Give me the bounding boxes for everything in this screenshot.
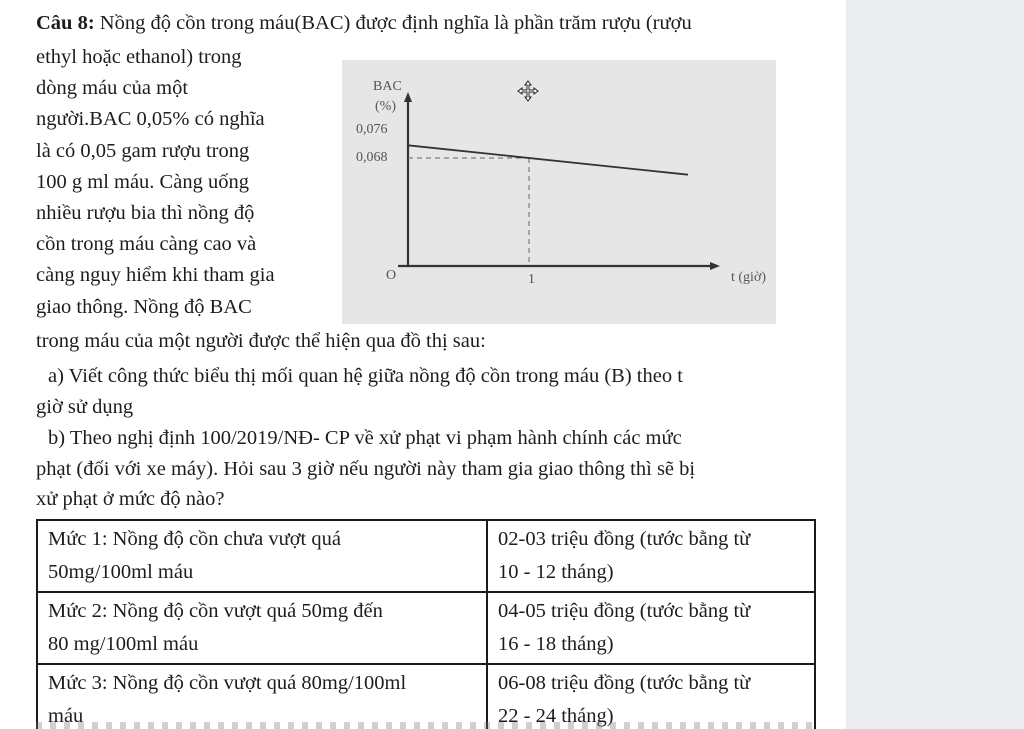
text-line: dòng máu của một: [36, 77, 189, 100]
cell-text: máu: [48, 705, 84, 727]
part-b-line-3: xử phạt ở mức độ nào?: [36, 488, 225, 510]
cut-off-text-strip: [36, 722, 816, 729]
cell-text: 80 mg/100ml máu: [48, 633, 199, 655]
x-axis-label: t (giờ): [731, 270, 767, 285]
question-wrapped-text: [36, 42, 275, 323]
penalty-cell: [487, 664, 815, 729]
bac-line: [408, 145, 688, 174]
x-axis-arrow: [710, 262, 720, 270]
bac-graph-svg: [342, 60, 776, 324]
part-b-line-1: b) Theo nghị định 100/2019/NĐ- CP về xử phạt vi phạm hành chính các mức: [48, 427, 682, 449]
level-cell: [37, 520, 487, 592]
part-a-line-1: a) Viết công thức biểu thị mối quan hệ giữa nồng độ cồn trong máu (B) theo t: [48, 365, 683, 387]
tick-0076: 0,076: [356, 122, 388, 137]
cell-text: Mức 2: Nồng độ cồn vượt quá 50mg đến: [48, 600, 383, 622]
text-line: cồn trong máu càng cao và: [36, 233, 257, 256]
y-axis-label: BAC: [373, 79, 402, 94]
text-line: 100 g ml máu. Càng uống: [36, 170, 249, 193]
part-a-line-2: giờ sử dụng: [36, 396, 134, 418]
x-tick-1: 1: [528, 272, 535, 287]
viewer-background: [846, 0, 1024, 729]
fines-table: [36, 519, 816, 729]
tick-0068: 0,068: [356, 150, 388, 165]
question-intro: Nồng độ cồn trong máu(BAC) được định nghĩa là phần trăm rượu (rượu: [94, 12, 692, 34]
level-cell: [37, 664, 487, 729]
table-row: [37, 520, 815, 592]
penalty-cell: [487, 592, 815, 664]
part-b-line-2: phạt (đối với xe máy). Hỏi sau 3 giờ nếu người này tham gia giao thông thì sẽ bị: [36, 458, 696, 480]
origin-label: O: [386, 268, 397, 283]
penalty-cell: [487, 520, 815, 592]
cell-text: 04-05 triệu đồng (tước bằng từ: [498, 600, 751, 622]
table-row: [37, 592, 815, 664]
cell-text: 06-08 triệu đồng (tước bằng từ: [498, 672, 751, 694]
text-line: nhiều rượu bia thì nồng độ: [36, 202, 255, 225]
bac-graph: [342, 60, 776, 324]
cell-text: 10 - 12 tháng): [498, 561, 614, 583]
level-cell: [37, 592, 487, 664]
move-cursor-icon: [517, 80, 539, 106]
cell-text: 16 - 18 tháng): [498, 633, 614, 655]
question-number: Câu 8:: [36, 12, 95, 34]
text-line: người.BAC 0,05% có nghĩa: [36, 108, 265, 131]
text-line: là có 0,05 gam rượu trong: [36, 139, 250, 162]
table-row: [37, 664, 815, 729]
text-line: càng nguy hiểm khi tham gia: [36, 264, 275, 287]
text-line: giao thông. Nồng độ BAC: [36, 295, 252, 318]
cell-text: Mức 1: Nồng độ cồn chưa vượt quá: [48, 528, 341, 550]
cell-text: 50mg/100ml máu: [48, 561, 194, 583]
cell-text: 22 - 24 tháng): [498, 705, 614, 727]
text-line: ethyl hoặc ethanol) trong: [36, 46, 242, 68]
y-axis-unit: (%): [375, 99, 396, 114]
figure-caption-text: trong máu của một người được thể hiện qua đồ thị sau:: [36, 330, 486, 352]
question-heading: [36, 8, 692, 39]
cell-text: 02-03 triệu đồng (tước bằng từ: [498, 528, 751, 550]
cell-text: Mức 3: Nồng độ cồn vượt quá 80mg/100ml: [48, 672, 407, 694]
y-axis-arrow: [404, 92, 412, 102]
